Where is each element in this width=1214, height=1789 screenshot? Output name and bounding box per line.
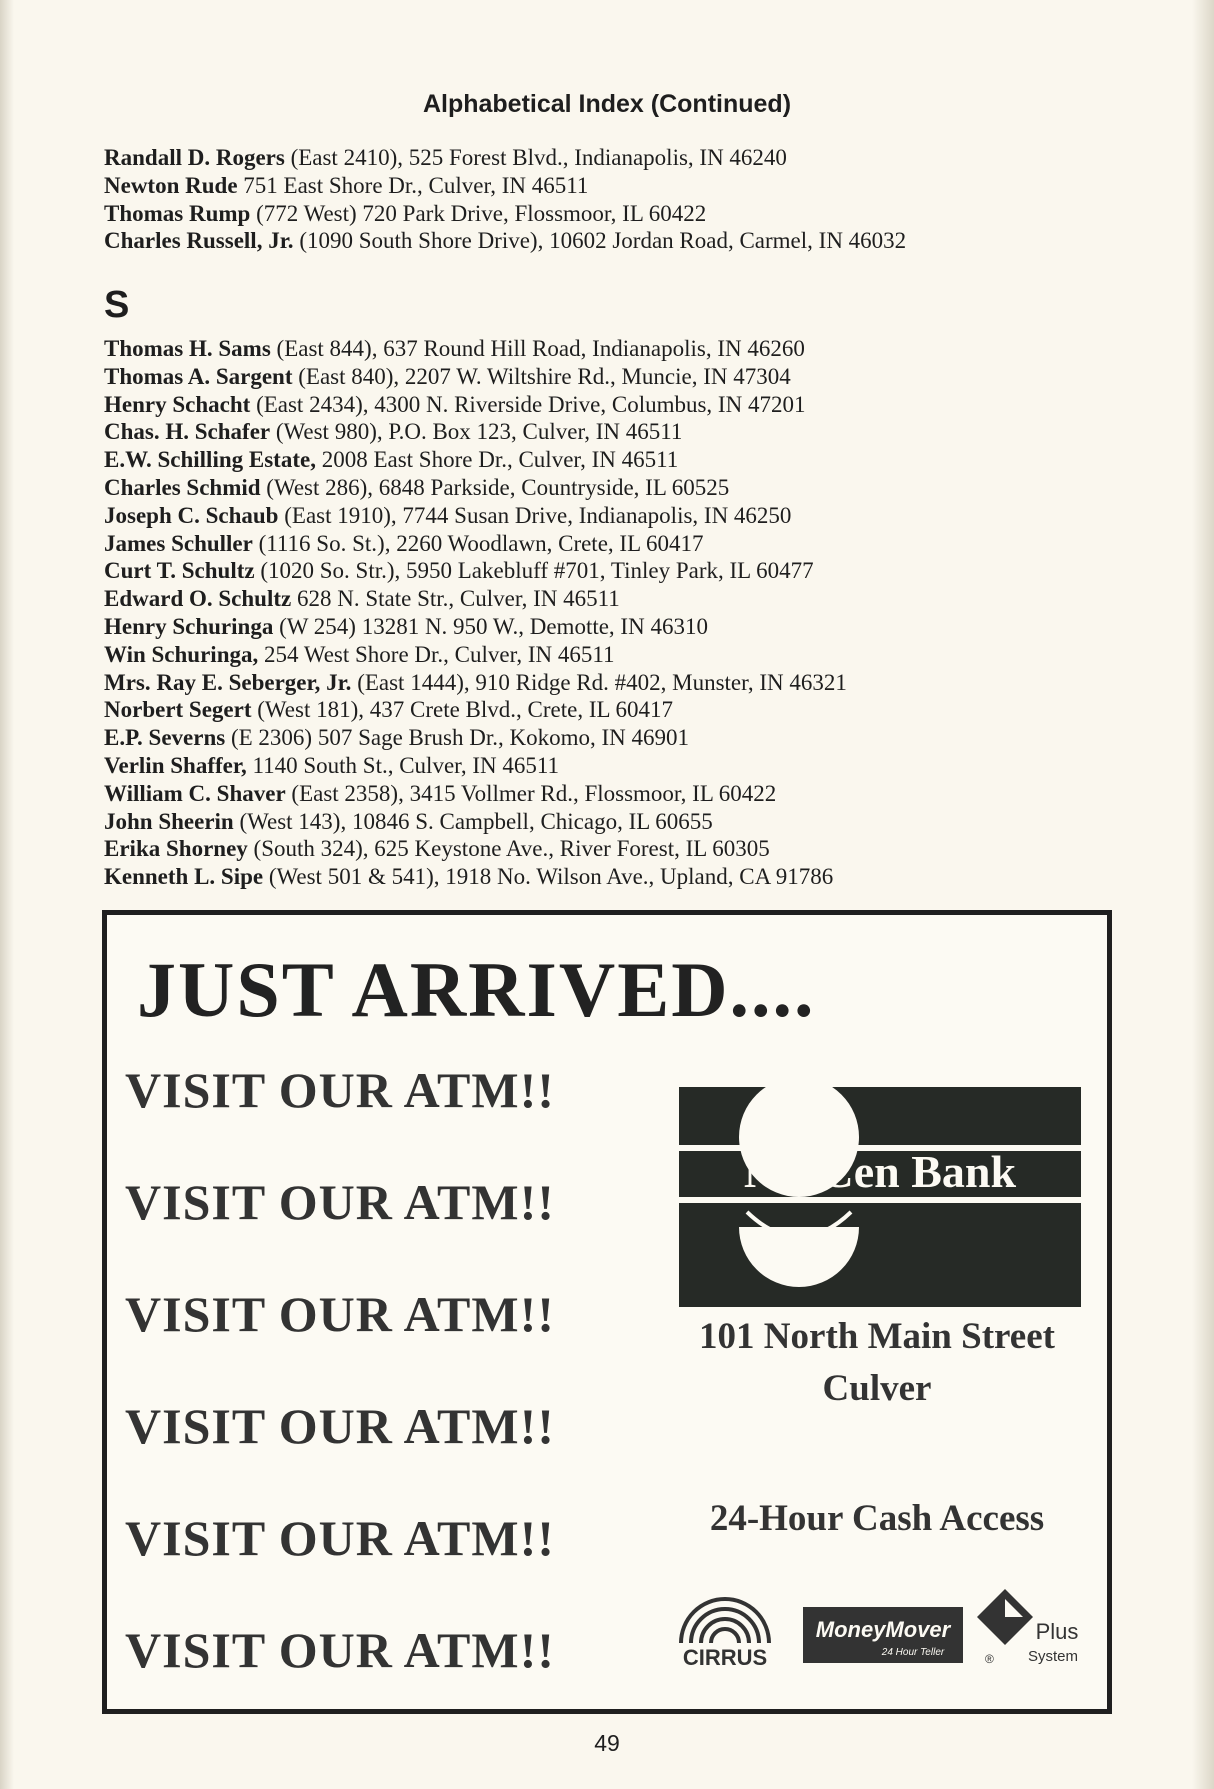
entry-name: Thomas Rump (104, 200, 251, 226)
index-entries-s (104, 335, 847, 891)
entry-details: (E 2306) 507 Sage Brush Dr., Kokomo, IN 46901 (225, 725, 689, 751)
entry-name: Charles Schmid (104, 474, 261, 500)
index-entry (104, 391, 847, 419)
entry-name: Norbert Segert (104, 697, 252, 723)
entry-details: (East 2410), 525 Forest Blvd., Indianapolis, IN 46240 (284, 145, 787, 170)
atm-line: VISIT OUR ATM!! (125, 1174, 555, 1230)
entry-details: (1116 So. St.), 2260 Woodlawn, Crete, IL 60417 (252, 530, 704, 556)
entry-name: Mrs. Ray E. Seberger, Jr. (104, 669, 352, 695)
atm-line: VISIT OUR ATM!! (125, 1398, 555, 1454)
entry-name: Henry Schacht (104, 391, 251, 417)
moneymover-label: MoneyMover (815, 1617, 951, 1642)
index-entry (104, 335, 847, 363)
index-entry (104, 724, 847, 752)
bank-address-city: Culver (822, 1368, 932, 1409)
entry-details: (East 1910), 7744 Susan Drive, Indianapolis, IN 46250 (278, 502, 792, 528)
atm-line: VISIT OUR ATM!! (125, 1622, 555, 1678)
page-heading: Alphabetical Index (Continued) (422, 90, 792, 118)
entry-details: (West 286), 6848 Parkside, Countryside, IL 60525 (260, 474, 730, 500)
entry-details: 1140 South St., Culver, IN 46511 (246, 752, 560, 778)
index-entry (104, 446, 847, 474)
entry-name: Randall D. Rogers (104, 145, 285, 170)
index-entry (104, 641, 847, 669)
index-entry (104, 669, 847, 697)
entry-name: Verlin Shaffer, (104, 752, 247, 778)
page-edge-left (0, 0, 14, 1789)
entry-name: E.P. Severns (104, 725, 226, 751)
index-entry (104, 200, 906, 228)
plus-label: Plus (1035, 1619, 1079, 1644)
index-entry (104, 696, 847, 724)
index-entry (104, 863, 847, 891)
moneymover-logo (803, 1607, 963, 1663)
index-entry (104, 752, 847, 780)
entry-details: (East 2358), 3415 Vollmer Rd., Flossmoor, IL 60422 (285, 780, 777, 806)
entry-name: Win Schuringa, (104, 641, 259, 667)
index-entry (104, 530, 847, 558)
entry-name: Thomas A. Sargent (104, 363, 293, 389)
index-entry (104, 557, 847, 585)
ad-headline: JUST ARRIVED.... (137, 946, 816, 1033)
cash-access-text: 24-Hour Cash Access (709, 1498, 1045, 1539)
entry-name: Charles Russell, Jr. (104, 228, 294, 254)
entry-name: Edward O. Schultz (104, 586, 292, 612)
index-entry (104, 474, 847, 502)
atm-line: VISIT OUR ATM!! (125, 1286, 555, 1342)
plus-system-logo (975, 1587, 1085, 1673)
entry-details: (1020 So. Str.), 5950 Lakebluff #701, Tinley Park, IL 60477 (254, 558, 814, 584)
entry-details: 628 N. State Str., Culver, IN 46511 (291, 586, 620, 612)
atm-line: VISIT OUR ATM!! (125, 1510, 555, 1566)
entry-details: 2008 East Shore Dr., Culver, IN 46511 (315, 447, 679, 473)
bank-advertisement (102, 910, 1112, 1714)
entry-name: Kenneth L. Sipe (104, 864, 264, 890)
entry-details: (West 181), 437 Crete Blvd., Crete, IL 60417 (251, 697, 673, 723)
entry-name: Joseph C. Schaub (104, 502, 279, 528)
entry-name: E.W. Schilling Estate, (104, 447, 316, 473)
page-edge-right (1192, 0, 1214, 1789)
entry-details: (South 324), 625 Keystone Ave., River Forest, IL 60305 (247, 836, 770, 862)
entry-name: William C. Shaver (104, 780, 286, 806)
index-entry (104, 835, 847, 863)
entry-details: (East 840), 2207 W. Wiltshire Rd., Muncie, IN 47304 (292, 363, 791, 389)
index-entries-r (104, 144, 906, 255)
section-letter: S (104, 284, 130, 326)
entry-name: Henry Schuringa (104, 613, 274, 639)
entry-details: (772 West) 720 Park Drive, Flossmoor, IL 60422 (250, 200, 707, 226)
entry-details: (West 501 & 541), 1918 No. Wilson Ave., Upland, CA 91786 (263, 864, 834, 890)
entry-details: (W 254) 13281 N. 950 W., Demotte, IN 46310 (273, 613, 708, 639)
bank-name: NorCen Bank (743, 1146, 1017, 1197)
entry-name: Curt T. Schultz (104, 558, 255, 584)
index-entry (104, 227, 906, 255)
index-entry (104, 808, 847, 836)
index-entry (104, 502, 847, 530)
index-entry (104, 613, 847, 641)
cirrus-logo (667, 1587, 783, 1669)
plus-sub: System (1027, 1648, 1079, 1665)
entry-details: 254 West Shore Dr., Culver, IN 46511 (258, 641, 615, 667)
entry-name: John Sheerin (104, 808, 234, 834)
entry-details: (1090 South Shore Drive), 10602 Jordan Road, Carmel, IN 46032 (293, 228, 907, 254)
entry-details: (West 980), P.O. Box 123, Culver, IN 46511 (270, 419, 683, 445)
cirrus-label: CIRRUS (682, 1645, 768, 1669)
bank-address-street: 101 North Main Street (699, 1316, 1055, 1357)
entry-details: (East 1444), 910 Ridge Rd. #402, Munster, IN 46321 (351, 669, 847, 695)
entry-details: 751 East Shore Dr., Culver, IN 46511 (237, 172, 589, 198)
entry-name: James Schuller (104, 530, 253, 556)
index-entry (104, 172, 906, 200)
index-entry (104, 418, 847, 446)
entry-details: (West 143), 10846 S. Campbell, Chicago, IL 60655 (233, 808, 713, 834)
entry-name: Thomas H. Sams (104, 336, 271, 361)
norcen-bank-logo (679, 1087, 1081, 1307)
entry-name: Chas. H. Schafer (104, 419, 271, 445)
entry-name: Newton Rude (104, 172, 238, 198)
index-entry (104, 585, 847, 613)
index-entry (104, 363, 847, 391)
entry-details: (East 844), 637 Round Hill Road, Indianapolis, IN 46260 (270, 336, 805, 361)
page-number: 49 (594, 1730, 620, 1756)
atm-line: VISIT OUR ATM!! (125, 1062, 555, 1118)
entry-name: Erika Shorney (104, 836, 248, 862)
index-entry (104, 780, 847, 808)
moneymover-sub: 24 Hour Teller (881, 1647, 945, 1658)
entry-details: (East 2434), 4300 N. Riverside Drive, Columbus, IN 47201 (250, 391, 806, 417)
index-entry (104, 144, 906, 172)
registered-mark: ® (985, 1652, 994, 1666)
